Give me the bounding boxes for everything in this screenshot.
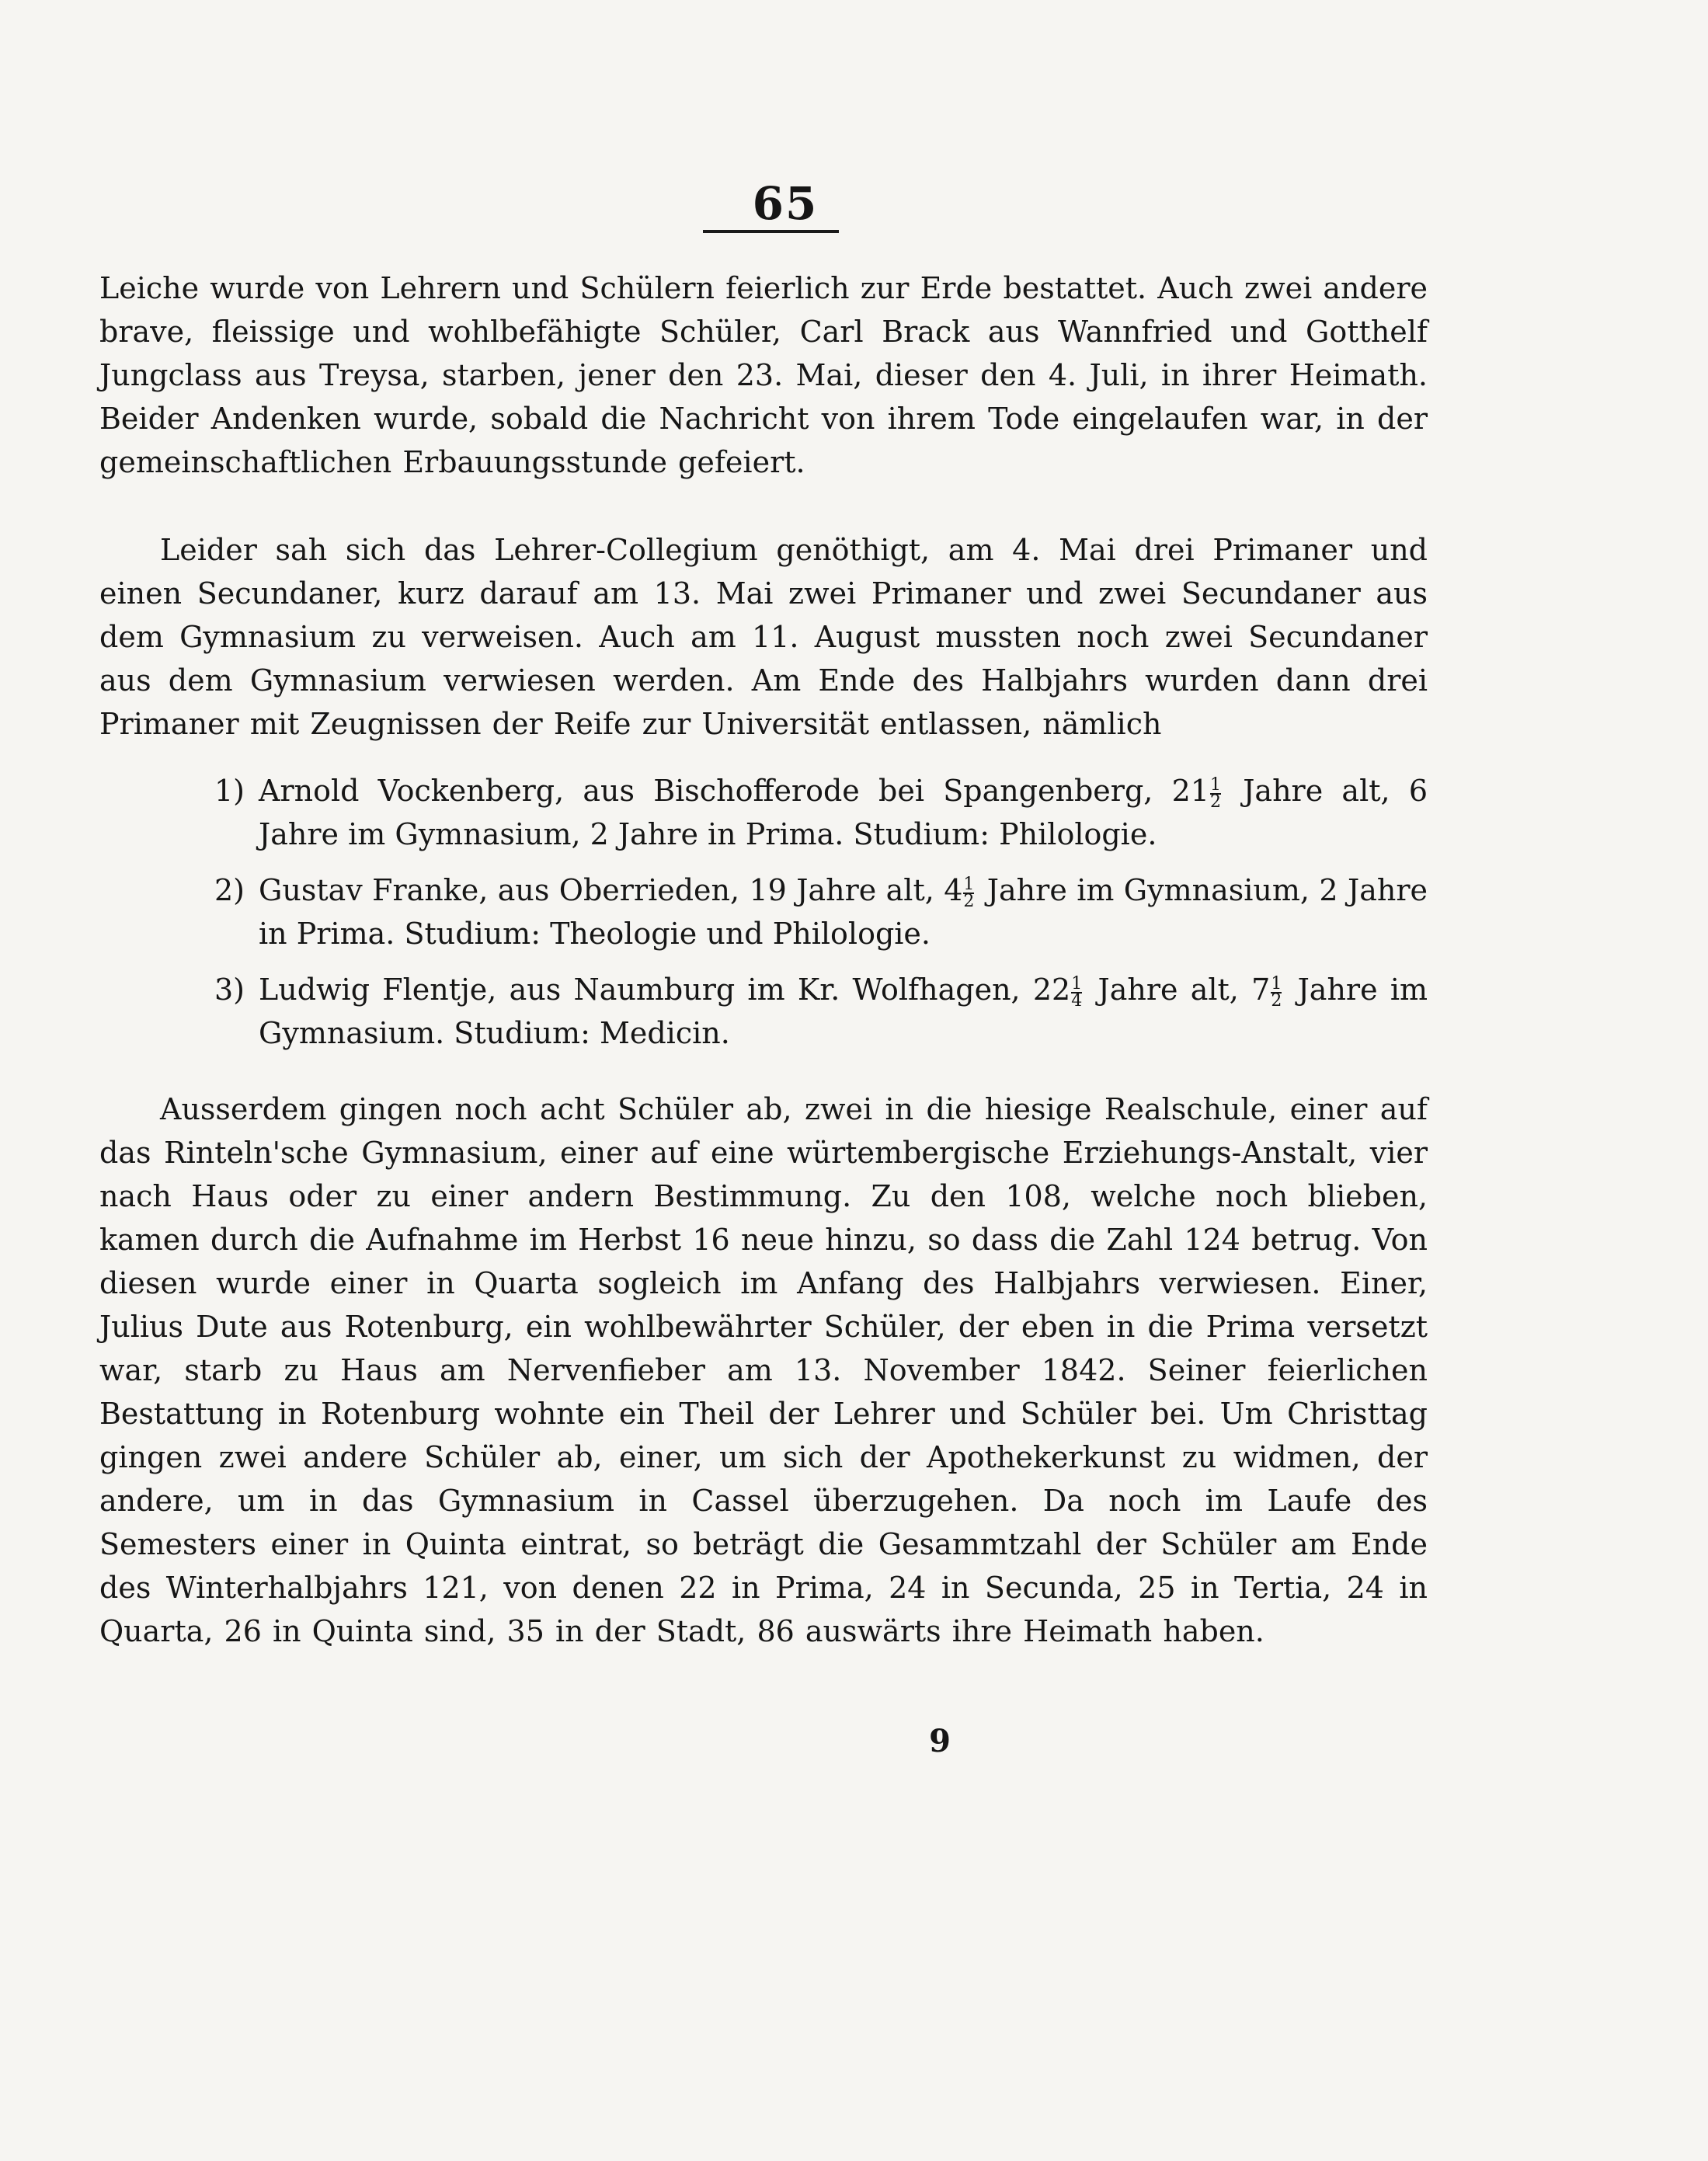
fraction <box>1071 973 1083 1011</box>
graduates-list <box>99 769 1428 1067</box>
graduate-text: Jahre alt, 7 <box>1098 973 1271 1007</box>
fraction-denominator: 2 <box>963 891 975 911</box>
enum-number: 2) <box>214 873 245 907</box>
enum-number: 3) <box>214 973 245 1007</box>
fraction <box>1271 973 1282 1011</box>
graduate-text: Ludwig Flentje, aus Naumburg im Kr. Wolfhagen, 22 <box>259 973 1071 1007</box>
graduate-entry-3 <box>99 968 1428 1055</box>
graduate-text: Gustav Franke, aus Oberrieden, 19 Jahre alt, 4 <box>259 873 963 907</box>
page-number: 65 <box>752 177 819 230</box>
paragraph-2: Leider sah sich das Lehrer-Collegium genöthigt, am 4. Mai drei Primaner und einen Secundaner, kurz darauf am 13. Mai zwei Primaner und zwei Secundaner aus dem Gymnasium zu verweisen. Auch am 11. August mussten noch zwei Secundaner aus dem Gymnasium verwiesen werden. Am Ende des Halbjahrs wurden dann drei Primaner mit Zeugnissen der Reife zur Universität entlassen, nämlich <box>99 533 1428 741</box>
fraction-numerator: 1 <box>1271 973 1282 994</box>
graduate-text: Arnold Vockenberg, aus Bischofferode bei Spangenberg, 21 <box>259 774 1209 808</box>
fraction-numerator: 1 <box>1071 973 1083 994</box>
paragraph-1: Leiche wurde von Lehrern und Schülern feierlich zur Erde bestattet. Auch zwei andere brave, fleissige und wohlbefähigte Schüler, Carl Brack aus Wannfried und Gotthelf Jungclass aus Treysa, starben, jener den 23. Mai, dieser den 4. Juli, in ihrer Heimath. Beider Andenken wurde, sobald die Nachricht von ihrem Tode eingelaufen war, in der gemeinschaftlichen Erbauungsstunde gefeiert. <box>99 271 1428 479</box>
fraction-numerator: 1 <box>1209 774 1221 795</box>
graduate-entry-1 <box>99 769 1428 856</box>
graduate-text: Jahre im Gymnasium, 2 Jahre in Prima. Studium: Theologie und Philologie. <box>259 873 1428 951</box>
fraction-numerator: 1 <box>963 874 975 894</box>
fraction-denominator: 2 <box>1271 990 1282 1011</box>
graduate-text: Jahre alt, 6 Jahre im Gymnasium, 2 Jahre in Prima. Studium: Philologie. <box>259 774 1428 851</box>
page-number-rule <box>703 230 839 233</box>
enum-number: 1) <box>214 774 245 808</box>
paragraph-3: Ausserdem gingen noch acht Schüler ab, zwei in die hiesige Realschule, einer auf das Rinteln'sche Gymnasium, einer auf eine würtembergische Erziehungs-Anstalt, vier nach Haus oder zu einer andern Bestimmung. Zu den 108, welche noch blieben, kamen durch die Aufnahme im Herbst 16 neue hinzu, so dass die Zahl 124 betrug. Von diesen wurde einer in Quarta sogleich im Anfang des Halbjahrs verwiesen. Einer, Julius Dute aus Rotenburg, ein wohlbewährter Schüler, der eben in die Prima versetzt war, starb zu Haus am Nervenfieber am 13. November 1842. Seiner feierlichen Bestattung in Rotenburg wohnte ein Theil der Lehrer und Schüler bei. Um Christtag gingen zwei andere Schüler ab, einer, um sich der Apothekerkunst zu widmen, der andere, um in das Gymnasium in Cassel überzugehen. Da noch im Laufe des Semesters einer in Quinta eintrat, so beträgt die Gesammtzahl der Schüler am Ende des Winterhalbjahrs 121, von denen 22 in Prima, 24 in Secunda, 25 in Tertia, 24 in Quarta, 26 in Quinta sind, 35 in der Stadt, 86 auswärts ihre Heimath haben. <box>99 1092 1428 1648</box>
fraction <box>1209 774 1221 812</box>
graduate-text: Jahre im Gymnasium. Studium: Medicin. <box>259 973 1428 1050</box>
fraction-denominator: 2 <box>1209 792 1221 812</box>
fraction-denominator: 4 <box>1071 990 1083 1011</box>
fraction <box>963 874 975 911</box>
signature-mark: 9 <box>929 1723 951 1759</box>
graduate-entry-2 <box>99 868 1428 955</box>
